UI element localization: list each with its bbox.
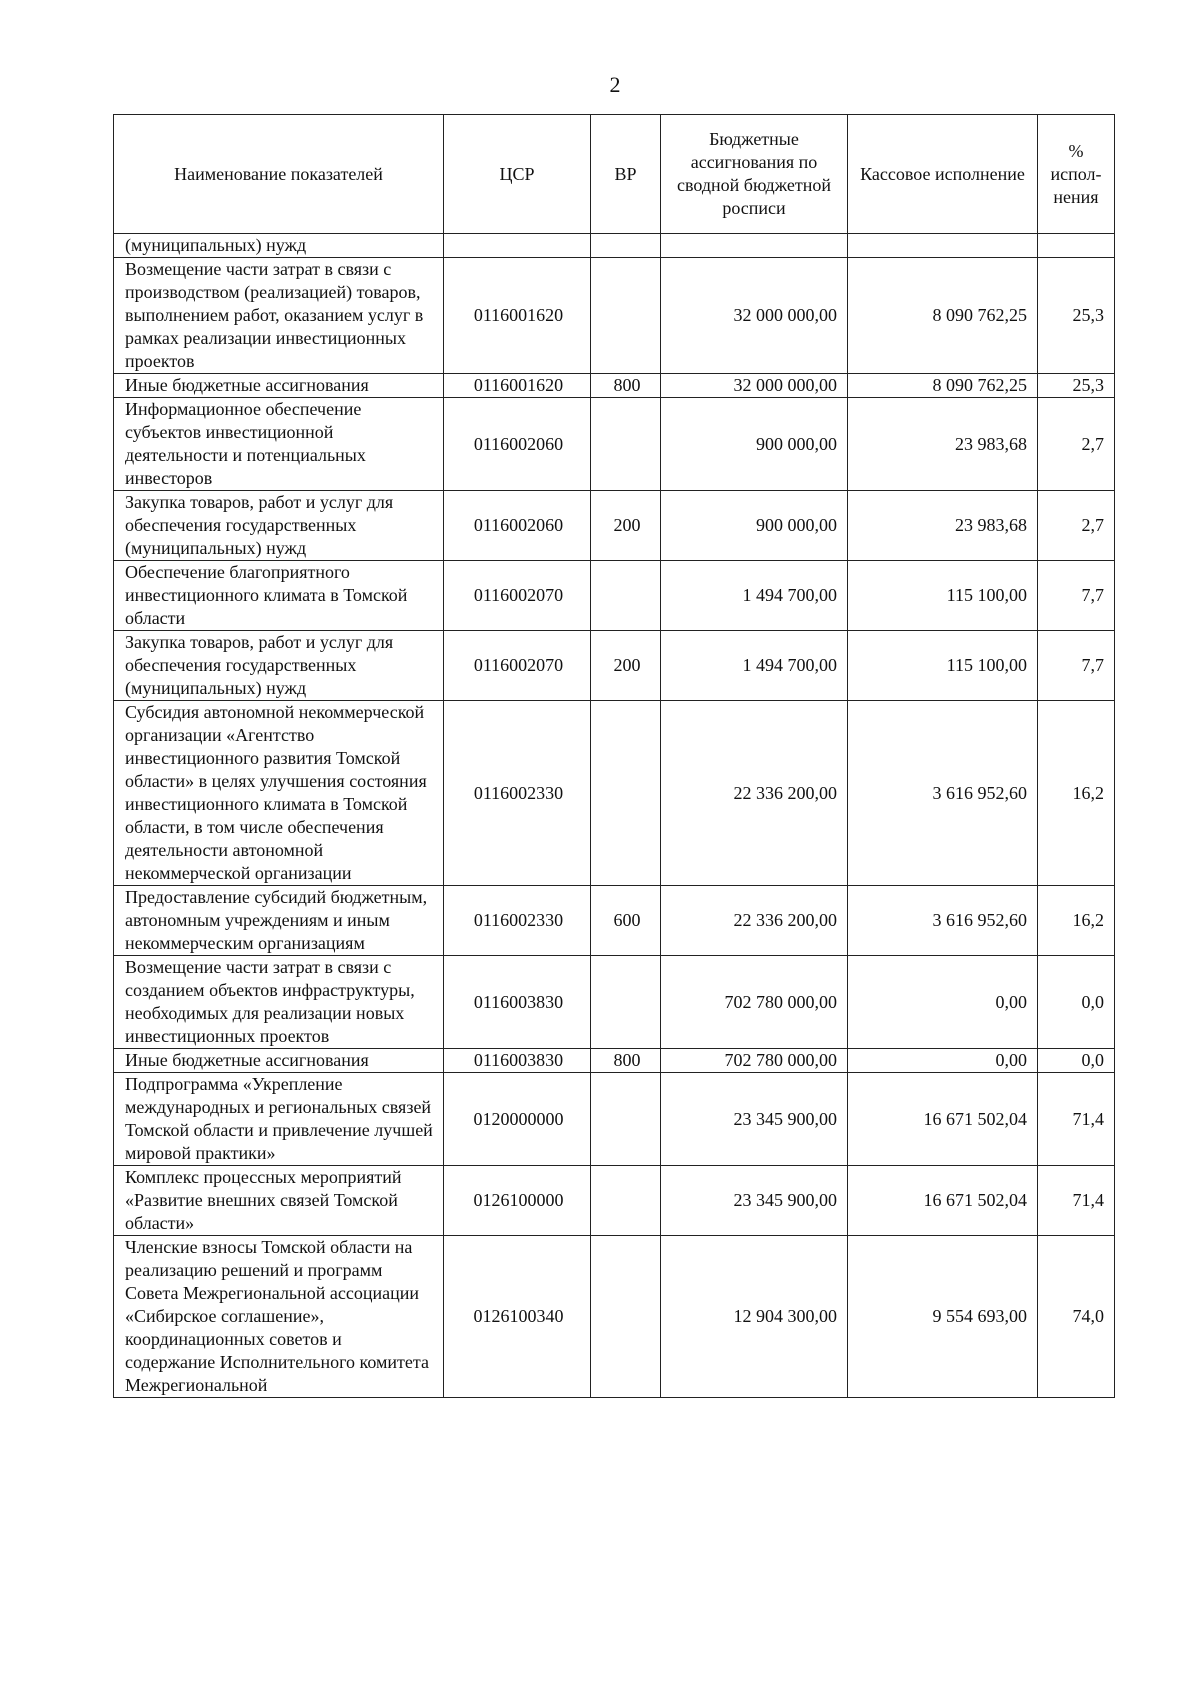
table-row	[114, 1166, 1115, 1236]
row-percent: 25,3	[1038, 374, 1115, 398]
row-vr: 200	[591, 631, 661, 701]
row-name: Подпрограмма «Укрепление международных и региональных связей Томской области и привлечение лучшей мировой практики»	[114, 1073, 444, 1166]
row-csr: 0116002330	[444, 886, 591, 956]
row-percent: 71,4	[1038, 1073, 1115, 1166]
row-csr: 0126100000	[444, 1166, 591, 1236]
row-allocation: 702 780 000,00	[661, 956, 848, 1049]
row-name: Субсидия автономной некоммерческой организации «Агентство инвестиционного развития Томской области» в целях улучшения состояния инвестиционного климата в Томской области, в том числе обеспечения деятельности автономной некоммерческой организации	[114, 701, 444, 886]
row-percent	[1038, 234, 1115, 258]
row-allocation: 22 336 200,00	[661, 701, 848, 886]
row-allocation: 900 000,00	[661, 491, 848, 561]
row-percent: 0,0	[1038, 1049, 1115, 1073]
row-vr: 800	[591, 374, 661, 398]
row-execution: 115 100,00	[848, 561, 1038, 631]
row-percent: 71,4	[1038, 1166, 1115, 1236]
row-vr	[591, 258, 661, 374]
table-header-row	[114, 115, 1115, 234]
table-row	[114, 886, 1115, 956]
row-csr: 0116001620	[444, 258, 591, 374]
row-execution	[848, 234, 1038, 258]
row-execution: 23 983,68	[848, 491, 1038, 561]
header-allocations: Бюджетные ассигнования по сводной бюджетной росписи	[661, 115, 848, 234]
table-row	[114, 1236, 1115, 1398]
row-csr: 0116003830	[444, 956, 591, 1049]
table-row	[114, 234, 1115, 258]
row-allocation: 1 494 700,00	[661, 561, 848, 631]
row-csr: 0116002070	[444, 631, 591, 701]
row-allocation: 23 345 900,00	[661, 1073, 848, 1166]
row-csr: 0116003830	[444, 1049, 591, 1073]
row-vr: 200	[591, 491, 661, 561]
row-execution: 0,00	[848, 956, 1038, 1049]
row-vr	[591, 701, 661, 886]
row-allocation: 32 000 000,00	[661, 374, 848, 398]
header-vr: ВР	[591, 115, 661, 234]
row-csr	[444, 234, 591, 258]
row-allocation: 22 336 200,00	[661, 886, 848, 956]
row-vr	[591, 956, 661, 1049]
row-name: Информационное обеспечение субъектов инвестиционной деятельности и потенциальных инвесторов	[114, 398, 444, 491]
row-allocation: 702 780 000,00	[661, 1049, 848, 1073]
row-percent: 0,0	[1038, 956, 1115, 1049]
row-execution: 3 616 952,60	[848, 701, 1038, 886]
row-percent: 2,7	[1038, 398, 1115, 491]
row-allocation: 12 904 300,00	[661, 1236, 848, 1398]
header-csr: ЦСР	[444, 115, 591, 234]
table-row	[114, 491, 1115, 561]
row-vr	[591, 1073, 661, 1166]
row-name: Иные бюджетные ассигнования	[114, 374, 444, 398]
row-vr	[591, 561, 661, 631]
row-allocation: 32 000 000,00	[661, 258, 848, 374]
header-cash-execution: Кассовое исполнение	[848, 115, 1038, 234]
header-execution-percent: % испол-нения	[1038, 115, 1115, 234]
row-csr: 0126100340	[444, 1236, 591, 1398]
table-row	[114, 258, 1115, 374]
row-execution: 23 983,68	[848, 398, 1038, 491]
row-percent: 16,2	[1038, 701, 1115, 886]
row-csr: 0116002070	[444, 561, 591, 631]
row-execution: 3 616 952,60	[848, 886, 1038, 956]
row-execution: 16 671 502,04	[848, 1166, 1038, 1236]
row-name: Закупка товаров, работ и услуг для обеспечения государственных (муниципальных) нужд	[114, 491, 444, 561]
row-percent: 25,3	[1038, 258, 1115, 374]
row-allocation: 23 345 900,00	[661, 1166, 848, 1236]
row-percent: 16,2	[1038, 886, 1115, 956]
row-vr	[591, 1236, 661, 1398]
row-execution: 8 090 762,25	[848, 374, 1038, 398]
row-execution: 0,00	[848, 1049, 1038, 1073]
table-row	[114, 374, 1115, 398]
row-name: Комплекс процессных мероприятий «Развитие внешних связей Томской области»	[114, 1166, 444, 1236]
row-vr	[591, 398, 661, 491]
row-execution: 115 100,00	[848, 631, 1038, 701]
row-name: Членские взносы Томской области на реализацию решений и программ Совета Межрегиональной ассоциации «Сибирское соглашение», координационных советов и содержание Исполнительного комитета Межрегиональной	[114, 1236, 444, 1398]
table-row	[114, 1049, 1115, 1073]
row-allocation: 900 000,00	[661, 398, 848, 491]
row-vr	[591, 1166, 661, 1236]
row-csr: 0120000000	[444, 1073, 591, 1166]
header-name: Наименование показателей	[114, 115, 444, 234]
budget-execution-table	[113, 114, 1115, 1398]
table-row	[114, 701, 1115, 886]
row-percent: 2,7	[1038, 491, 1115, 561]
row-vr: 600	[591, 886, 661, 956]
row-vr: 800	[591, 1049, 661, 1073]
table-row	[114, 398, 1115, 491]
row-name: Возмещение части затрат в связи с созданием объектов инфраструктуры, необходимых для реализации новых инвестиционных проектов	[114, 956, 444, 1049]
row-vr	[591, 234, 661, 258]
row-execution: 9 554 693,00	[848, 1236, 1038, 1398]
row-csr: 0116002330	[444, 701, 591, 886]
row-name: Закупка товаров, работ и услуг для обеспечения государственных (муниципальных) нужд	[114, 631, 444, 701]
table-row	[114, 1073, 1115, 1166]
row-name: (муниципальных) нужд	[114, 234, 444, 258]
row-name: Предоставление субсидий бюджетным, автономным учреждениям и иным некоммерческим организациям	[114, 886, 444, 956]
row-percent: 7,7	[1038, 561, 1115, 631]
table-row	[114, 561, 1115, 631]
row-name: Обеспечение благоприятного инвестиционного климата в Томской области	[114, 561, 444, 631]
row-percent: 7,7	[1038, 631, 1115, 701]
page-number: 2	[609, 72, 621, 97]
row-name: Иные бюджетные ассигнования	[114, 1049, 444, 1073]
row-name: Возмещение части затрат в связи с производством (реализацией) товаров, выполнением работ, оказанием услуг в рамках реализации инвестиционных проектов	[114, 258, 444, 374]
table-row	[114, 956, 1115, 1049]
row-csr: 0116002060	[444, 398, 591, 491]
table-row	[114, 631, 1115, 701]
row-csr: 0116002060	[444, 491, 591, 561]
row-execution: 8 090 762,25	[848, 258, 1038, 374]
row-allocation	[661, 234, 848, 258]
row-percent: 74,0	[1038, 1236, 1115, 1398]
row-execution: 16 671 502,04	[848, 1073, 1038, 1166]
row-allocation: 1 494 700,00	[661, 631, 848, 701]
row-csr: 0116001620	[444, 374, 591, 398]
